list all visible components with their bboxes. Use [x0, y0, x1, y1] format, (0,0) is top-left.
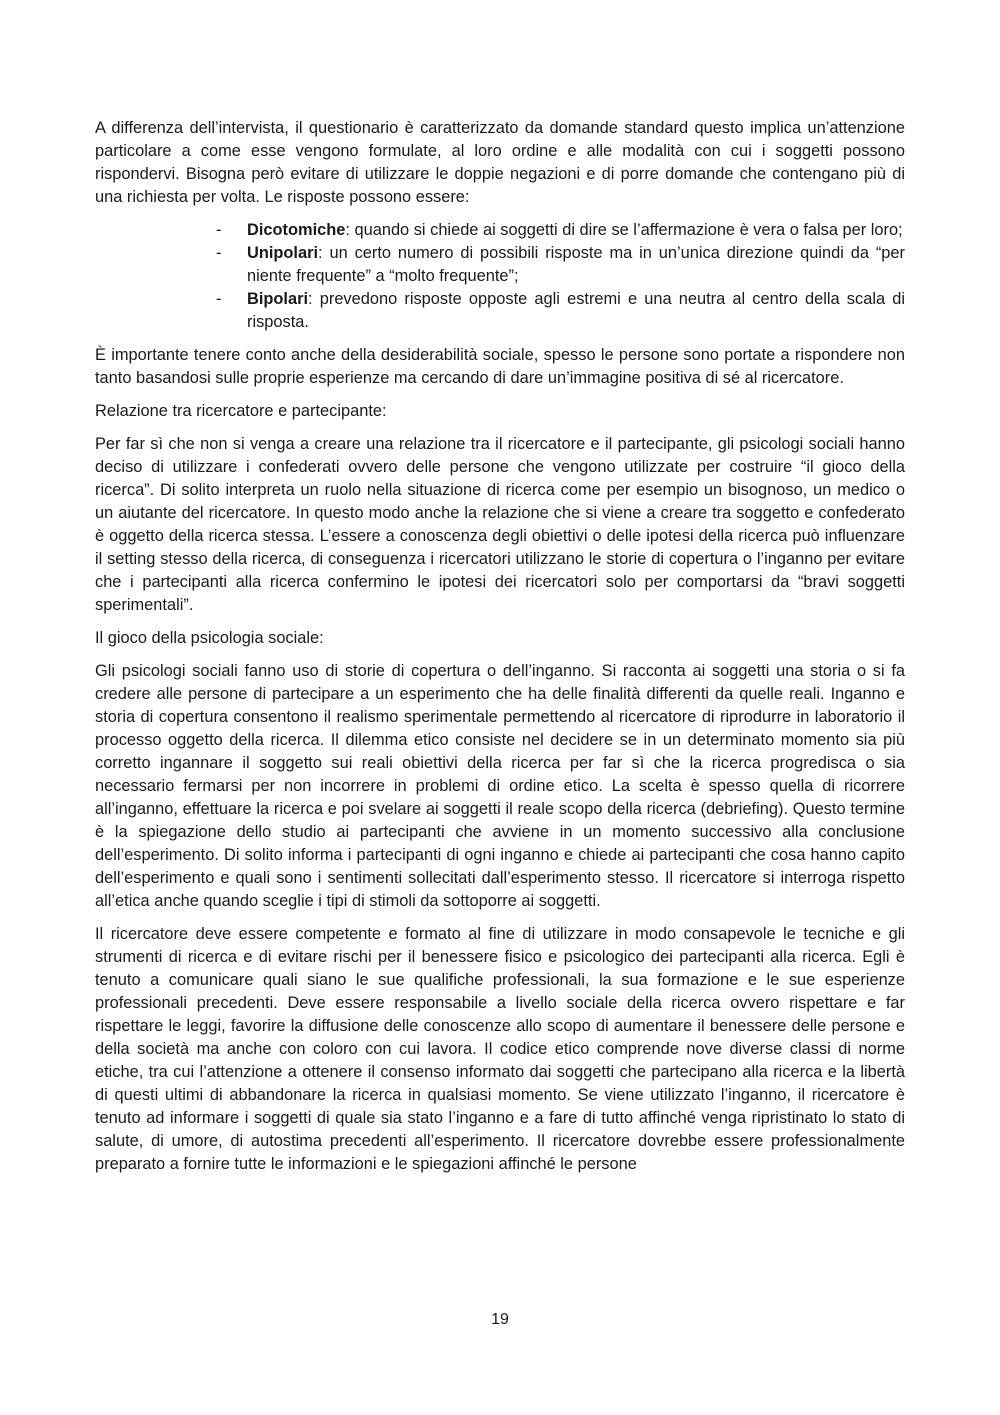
page-body — [95, 117, 905, 1186]
paragraph-ricercatore: Il ricercatore deve essere competente e formato al fine di utilizzare in modo consapevole le tecniche e gli strumenti di ricerca e di evitare rischi per il benessere fisico e psicologico dei partecipanti alla ricerca. Egli è tenuto a comunicare quali siano le sue qualifiche professionali, la sua formazione e le sue esperienze professionali precedenti. Deve essere responsabile a livello sociale della ricerca ovvero rispettare e far rispettare le leggi, favorire la diffusione delle conoscenze allo scopo di aumentare il benessere delle persone e della società ma anche con coloro con cui lavora. Il codice etico comprende nove diverse classi di norme etiche, tra cui l’attenzione a ottenere il consenso informato dai soggetti che partecipano alla ricerca e la libertà di questi ultimi di abbandonare la ricerca in qualsiasi momento. Se viene utilizzato l’inganno, il ricercatore è tenuto ad informare i soggetti di quale sia stato l’inganno e a fare di tutto affinché venga ripristinato lo stato di salute, di umore, di autostima precedenti all’esperimento. Il ricercatore dovrebbe essere professionalmente preparato a fornire tutte le informazioni e le spiegazioni affinché le persone — [95, 925, 905, 1173]
paragraph-gioco: Gli psicologi sociali fanno uso di storie di copertura o dell’inganno. Si racconta ai soggetti una storia o si fa credere alle persone di partecipare a un esperimento che ha delle finalità differenti da quelle reali. Inganno e storia di copertura consentono il realismo sperimentale permettendo al ricercatore di riprodurre in laboratorio il processo oggetto della ricerca. Il dilemma etico consiste nel decidere se in un determinato momento sia più corretto ingannare il soggetto sui reali obiettivi della ricerca per far sì che la ricerca progredisca o sia necessario fermarsi per non incorrere in problemi di ordine etico. La scelta è spesso quella di ricorrere all’inganno, effettuare la ricerca e poi svelare ai soggetti il reale scopo della ricerca (debriefing). Questo termine è la spiegazione dello studio ai partecipanti che avviene in un momento successivo alla conclusione dell’esperimento. Di solito informa i partecipanti di ogni inganno e chiede ai partecipanti che cosa hanno capito dell’esperimento e quali sono i sentimenti sollecitati dall’esperimento stesso. Il ricercatore si interroga rispetto all’etica anche quando sceglie i tipi di stimoli da sottoporre ai soggetti. — [95, 662, 905, 910]
response-types-list — [95, 219, 905, 334]
list-item — [216, 288, 905, 334]
list-term: Bipolari — [247, 290, 309, 308]
list-text: : un certo numero di possibili risposte ma in un’unica direzione quindi da “per niente frequente” a “molto frequente”; — [247, 244, 905, 285]
list-term: Unipolari — [247, 244, 319, 262]
paragraph-desiderabilita: È importante tenere conto anche della desiderabilità sociale, spesso le persone sono portate a rispondere non tanto basandosi sulle proprie esperienze ma cercando di dare un’immagine positiva di sé al ricercatore. — [95, 346, 905, 387]
list-dash: - — [216, 290, 222, 308]
list-item — [216, 219, 905, 242]
paragraph-questionario: A differenza dell’intervista, il questionario è caratterizzato da domande standard questo implica un’attenzione particolare a come esse vengono formulate, al loro ordine e alle modalità con cui i soggetti possono rispondervi. Bisogna però evitare di utilizzare le doppie negazioni e di porre domande che contengano più di una richiesta per volta. Le risposte possono essere: — [95, 119, 905, 206]
list-dash: - — [216, 244, 222, 262]
list-item — [216, 242, 905, 288]
list-text: : quando si chiede ai soggetti di dire se l’affermazione è vera o falsa per loro; — [345, 221, 903, 239]
page-number: 19 — [491, 1311, 509, 1328]
list-dash: - — [216, 221, 222, 239]
section-heading-gioco: Il gioco della psicologia sociale: — [95, 629, 324, 647]
paragraph-relazione: Per far sì che non si venga a creare una relazione tra il ricercatore e il partecipante, gli psicologi sociali hanno deciso di utilizzare i confederati ovvero delle persone che vengono utilizzate per costruire “il gioco della ricerca”. Di solito interpreta un ruolo nella situazione di ricerca come per esempio un bisognoso, un medico o un aiutante del ricercatore. In questo modo anche la relazione che si viene a creare tra soggetto e confederato è oggetto della ricerca stessa. L’essere a conoscenza degli obiettivi o delle ipotesi della ricerca può influenzare il setting stesso della ricerca, di conseguenza i ricercatori utilizzano le storie di copertura o l’inganno per evitare che i partecipanti alla ricerca confermino le ipotesi dei ricercatori solo per comportarsi da “bravi soggetti sperimentali”. — [95, 435, 905, 614]
section-heading-relazione: Relazione tra ricercatore e partecipante: — [95, 402, 387, 420]
list-term: Dicotomiche — [247, 221, 346, 239]
list-text: : prevedono risposte opposte agli estremi e una neutra al centro della scala di risposta. — [247, 290, 905, 331]
